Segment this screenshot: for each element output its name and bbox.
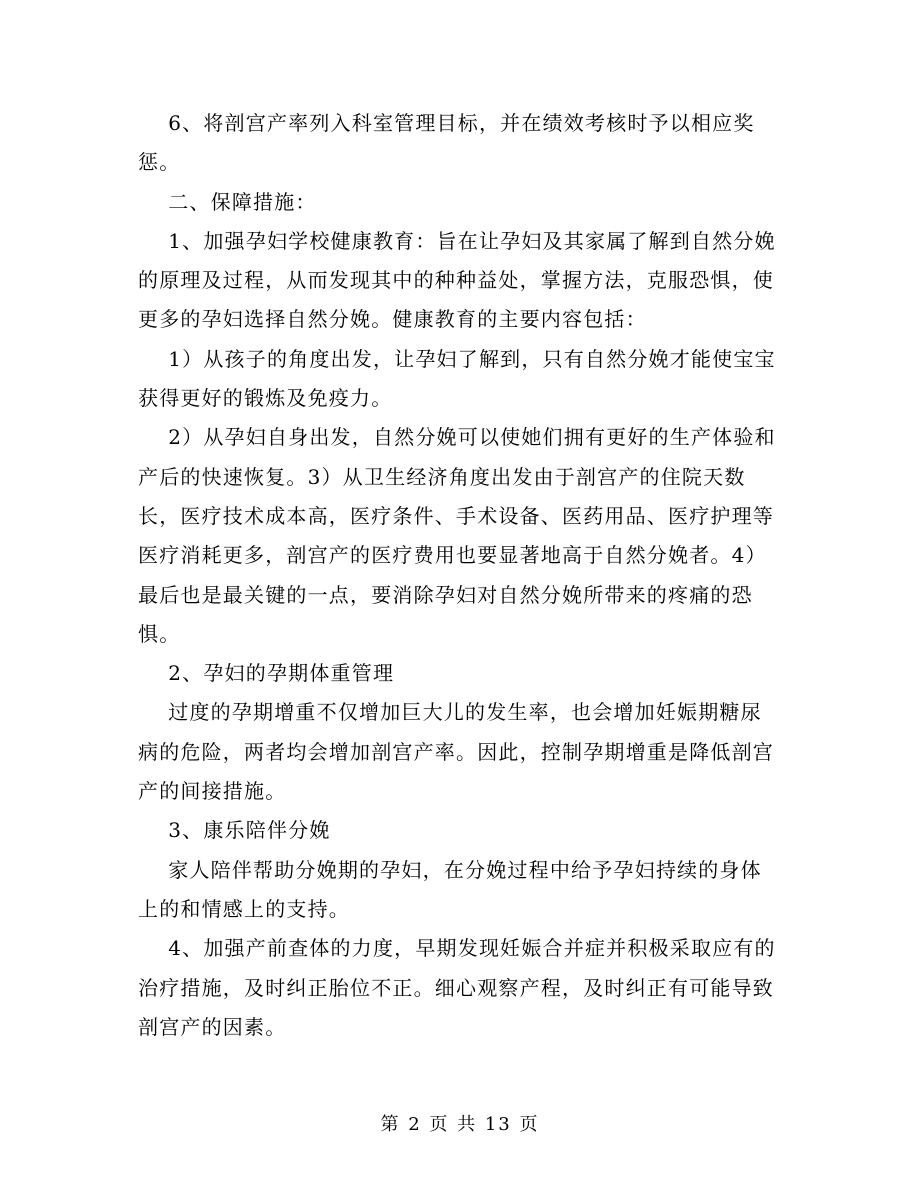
- paragraph-health-education: 1、加强孕妇学校健康教育：旨在让孕妇及其家属了解到自然分娩的原理及过程，从而发现其中的种种益处，掌握方法，克服恐惧，使更多的孕妇选择自然分娩。健康教育的主要内容包括：: [138, 228, 776, 332]
- paragraph-mother-perspective: 2）从孕妇自身出发，自然分娩可以使她们拥有更好的生产体验和产后的快速恢复。3）从卫生经济角度出发由于剖宫产的住院天数长，医疗技术成本高，医疗条件、手术设备、医药用品、医疗护理等医疗消耗更多，剖宫产的医疗费用也要显著地高于自然分娩者。4）最后也是最关键的一点，要消除孕妇对自然分娩所带来的疼痛的恐惧。: [138, 425, 776, 646]
- page-number-footer: 第 2 页 共 13 页: [380, 1114, 540, 1135]
- paragraph-accompanied-delivery: 家人陪伴帮助分娩期的孕妇，在分娩过程中给予孕妇持续的身体上的和情感上的支持。: [138, 857, 762, 921]
- paragraph-child-perspective: 1）从孩子的角度出发，让孕妇了解到，只有自然分娩才能使宝宝获得更好的锻炼及免疫力。: [138, 346, 776, 411]
- document-body: [138, 104, 783, 1047]
- heading-safeguard-measures: 二、保障措施：: [138, 189, 317, 214]
- heading-accompanied-delivery: 3、康乐陪伴分娩: [138, 818, 331, 843]
- paragraph-prenatal-checkup: 4、加强产前查体的力度，早期发现妊娠合并症并积极采取应有的治疗措施，及时纠正胎位不正。细心观察产程，及时纠正有可能导致剖宫产的因素。: [138, 936, 776, 1039]
- paragraph-weight-management: 过度的孕期增重不仅增加巨大儿的发生率，也会增加妊娠期糖尿病的危险，两者均会增加剖宫产率。因此，控制孕期增重是降低剖宫产的间接措施。: [138, 700, 774, 804]
- heading-weight-management: 2、孕妇的孕期体重管理: [138, 661, 395, 686]
- paragraph-assessment-target: 6、将剖宫产率列入科室管理目标，并在绩效考核时予以相应奖惩。: [138, 111, 755, 175]
